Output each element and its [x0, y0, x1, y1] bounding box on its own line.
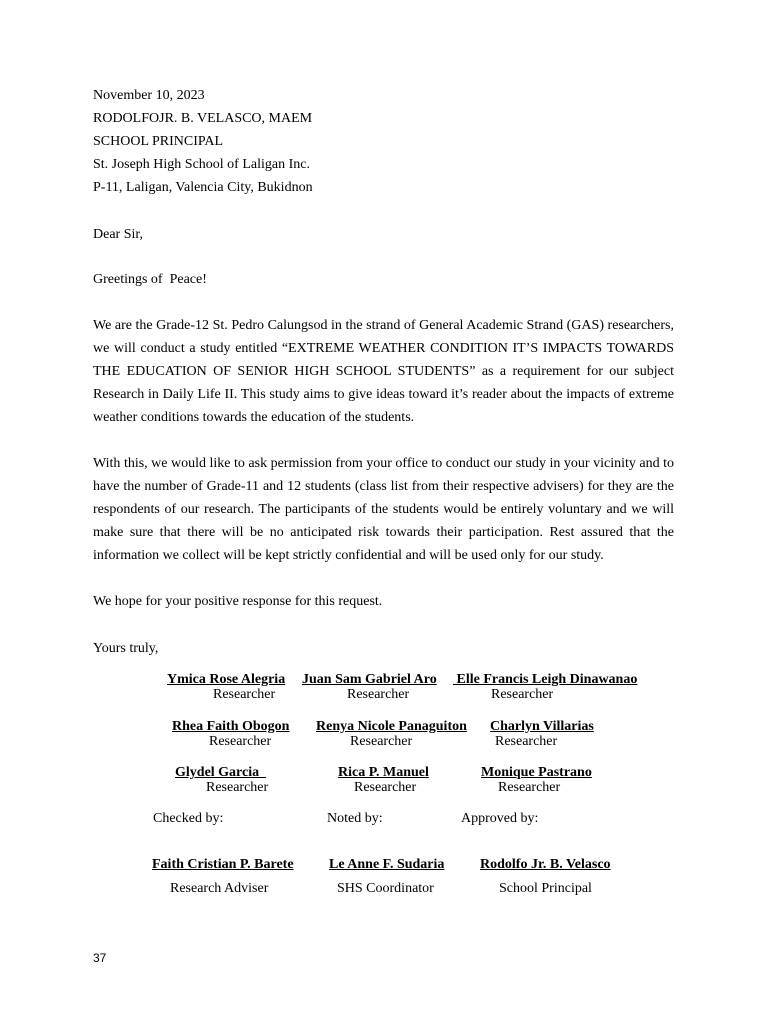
recipient-name: RODOLFOJR. B. VELASCO, MAEM — [93, 111, 313, 126]
researcher-role: Researcher — [213, 687, 276, 702]
researcher-name: Rica P. Manuel — [338, 765, 429, 780]
researcher-name: Elle Francis Leigh Dinawanao — [453, 672, 638, 687]
body-paragraph-3: We hope for your positive response for this request. — [93, 594, 383, 609]
coordinator-name: Le Anne F. Sudaria — [329, 857, 445, 872]
closing: Yours truly, — [93, 641, 159, 656]
researcher-role: Researcher — [209, 734, 272, 749]
researcher-name: Charlyn Villarias — [490, 719, 594, 734]
approved-by-label: Approved by: — [461, 811, 539, 826]
recipient-school: St. Joseph High School of Laligan Inc. — [93, 157, 310, 172]
adviser-name: Faith Cristian P. Barete — [152, 857, 294, 872]
researcher-role: Researcher — [491, 687, 554, 702]
researcher-name: Ymica Rose Alegria — [167, 672, 286, 687]
page-number: 37 — [93, 951, 107, 965]
researcher-role: Researcher — [206, 780, 269, 795]
researcher-name: Glydel Garcia — [175, 765, 267, 780]
researcher-role: Researcher — [354, 780, 417, 795]
researcher-name: Rhea Faith Obogon — [172, 719, 290, 734]
researcher-role: Researcher — [498, 780, 561, 795]
researcher-role: Researcher — [350, 734, 413, 749]
noted-by-label: Noted by: — [327, 811, 383, 826]
body-paragraph-1: We are the Grade-12 St. Pedro Calungsod in the strand of General Academic Strand (GAS) researchers, we will conduct a study entitled “EXTREME WEATHER CONDITION IT’S IMPACTS TOWARDS THE EDUCATION OF SENIOR HIGH SCHOOL STUDENTS” as a requirement for our subject Research in Daily Life II. This study aims to give ideas toward it’s reader about the impacts of extreme weather conditions towards the education of the students. — [93, 318, 674, 425]
body-paragraph-2: With this, we would like to ask permission from your office to conduct our study in your vicinity and to have the number of Grade-11 and 12 students (class list from their respective advisers) for they are the respondents of our research. The participants of the students would be entirely voluntary and we will make sure that there will be no anticipated risk towards their participation. Rest assured that the information we collect will be kept strictly confidential and will be used only for our study. — [93, 456, 674, 563]
researcher-name: Renya Nicole Panaguiton — [316, 719, 467, 734]
checked-by-label: Checked by: — [153, 811, 224, 826]
salutation: Dear Sir, — [93, 227, 143, 242]
principal-name: Rodolfo Jr. B. Velasco — [480, 857, 611, 872]
greeting: Greetings of Peace! — [93, 272, 207, 287]
recipient-title: SCHOOL PRINCIPAL — [93, 134, 224, 149]
recipient-address: P-11, Laligan, Valencia City, Bukidnon — [93, 180, 313, 195]
adviser-role: Research Adviser — [170, 881, 269, 896]
researcher-role: Researcher — [347, 687, 410, 702]
letter-date: November 10, 2023 — [93, 88, 205, 103]
researcher-name: Juan Sam Gabriel Aro — [302, 672, 437, 687]
principal-role: School Principal — [499, 881, 592, 896]
researcher-role: Researcher — [495, 734, 558, 749]
coordinator-role: SHS Coordinator — [337, 881, 434, 896]
researcher-name: Monique Pastrano — [481, 765, 592, 780]
